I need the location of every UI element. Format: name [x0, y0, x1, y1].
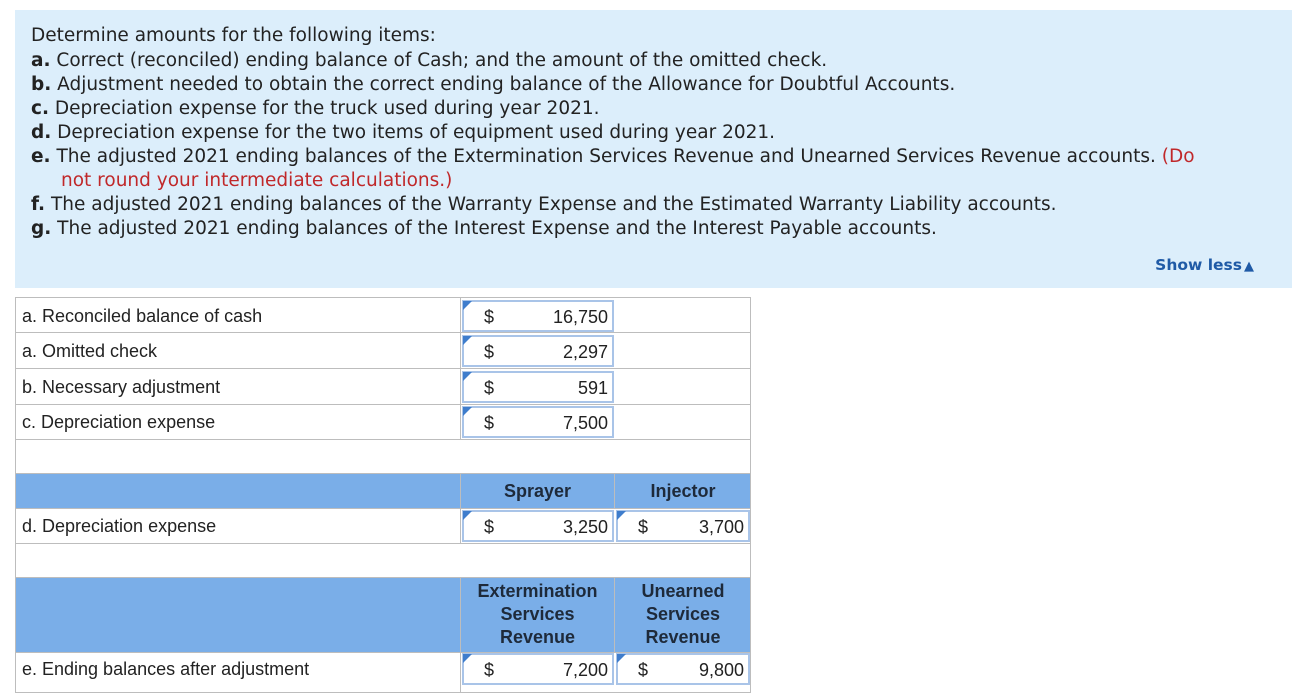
unearned-revenue-input[interactable]: [616, 653, 750, 685]
necessary-adjustment-input[interactable]: [462, 371, 614, 403]
row-label: b. Necessary adjustment: [22, 377, 221, 397]
injector-depreciation-input[interactable]: [616, 510, 750, 542]
currency-symbol: $: [484, 517, 495, 537]
instruction-item-c: c. Depreciation expense for the truck used during year 2021.: [31, 98, 600, 119]
answer-table: [15, 297, 751, 693]
spacer-row: [16, 440, 751, 474]
table-row: [16, 298, 751, 333]
row-label: c. Depreciation expense: [22, 412, 216, 432]
instruction-item-b: b. Adjustment needed to obtain the correct ending balance of the Allowance for Doubtful Accounts.: [31, 74, 956, 95]
row-label: a. Reconciled balance of cash: [22, 306, 263, 326]
extermination-revenue-header: Extermination Services Revenue: [477, 581, 598, 647]
table-row: [16, 369, 751, 405]
currency-symbol: $: [638, 660, 649, 680]
input-value: 591: [577, 378, 608, 398]
input-value: 3,700: [698, 517, 744, 537]
table-row: [16, 509, 751, 544]
revenue-header-row: [16, 578, 751, 653]
instructions-panel: [15, 10, 1292, 288]
sprayer-header: Sprayer: [503, 481, 572, 501]
instruction-item-g: g. The adjusted 2021 ending balances of the Interest Expense and the Interest Payable accounts.: [31, 218, 937, 239]
cash-balance-input[interactable]: [462, 300, 614, 332]
truck-depreciation-input[interactable]: [462, 406, 614, 438]
currency-symbol: $: [484, 342, 495, 362]
show-less-link[interactable]: Show less ▲: [1155, 256, 1254, 274]
currency-symbol: $: [484, 378, 495, 398]
table-row: [16, 405, 751, 440]
row-label: d. Depreciation expense: [22, 516, 217, 536]
instructions-intro: Determine amounts for the following items:: [31, 25, 436, 46]
input-value: 9,800: [698, 660, 744, 680]
input-value: 16,750: [552, 307, 608, 327]
input-value: 7,500: [562, 413, 608, 433]
equipment-header-row: [16, 474, 751, 509]
instruction-note: (Do: [1161, 146, 1195, 167]
input-value: 2,297: [562, 342, 608, 362]
currency-symbol: $: [484, 307, 495, 327]
currency-symbol: $: [638, 517, 649, 537]
instruction-item-a: a. Correct (reconciled) ending balance of Cash; and the amount of the omitted check.: [31, 50, 828, 71]
omitted-check-input[interactable]: [462, 335, 614, 367]
injector-header: Injector: [650, 481, 716, 501]
instruction-item-f: f. The adjusted 2021 ending balances of the Warranty Expense and the Estimated Warranty Liability accounts.: [31, 194, 1057, 215]
input-value: 3,250: [562, 517, 608, 537]
input-value: 7,200: [562, 660, 608, 680]
unearned-revenue-header: Unearned Services Revenue: [641, 581, 725, 647]
row-label: a. Omitted check: [22, 341, 158, 361]
instruction-note-continued: not round your intermediate calculations.): [61, 170, 453, 191]
instruction-item-d: d. Depreciation expense for the two items of equipment used during year 2021.: [31, 122, 776, 143]
currency-symbol: $: [484, 413, 495, 433]
row-label: e. Ending balances after adjustment: [22, 659, 310, 679]
spacer-row: [16, 544, 751, 578]
extermination-revenue-input[interactable]: [462, 653, 614, 685]
table-row: [16, 653, 751, 693]
currency-symbol: $: [484, 660, 495, 680]
sprayer-depreciation-input[interactable]: [462, 510, 614, 542]
table-row: [16, 333, 751, 369]
instruction-item-e: e. The adjusted 2021 ending balances of the Extermination Services Revenue and Unearned Services Revenue accounts. (Do: [31, 146, 1195, 167]
triangle-up-icon: ▲: [1244, 259, 1254, 274]
